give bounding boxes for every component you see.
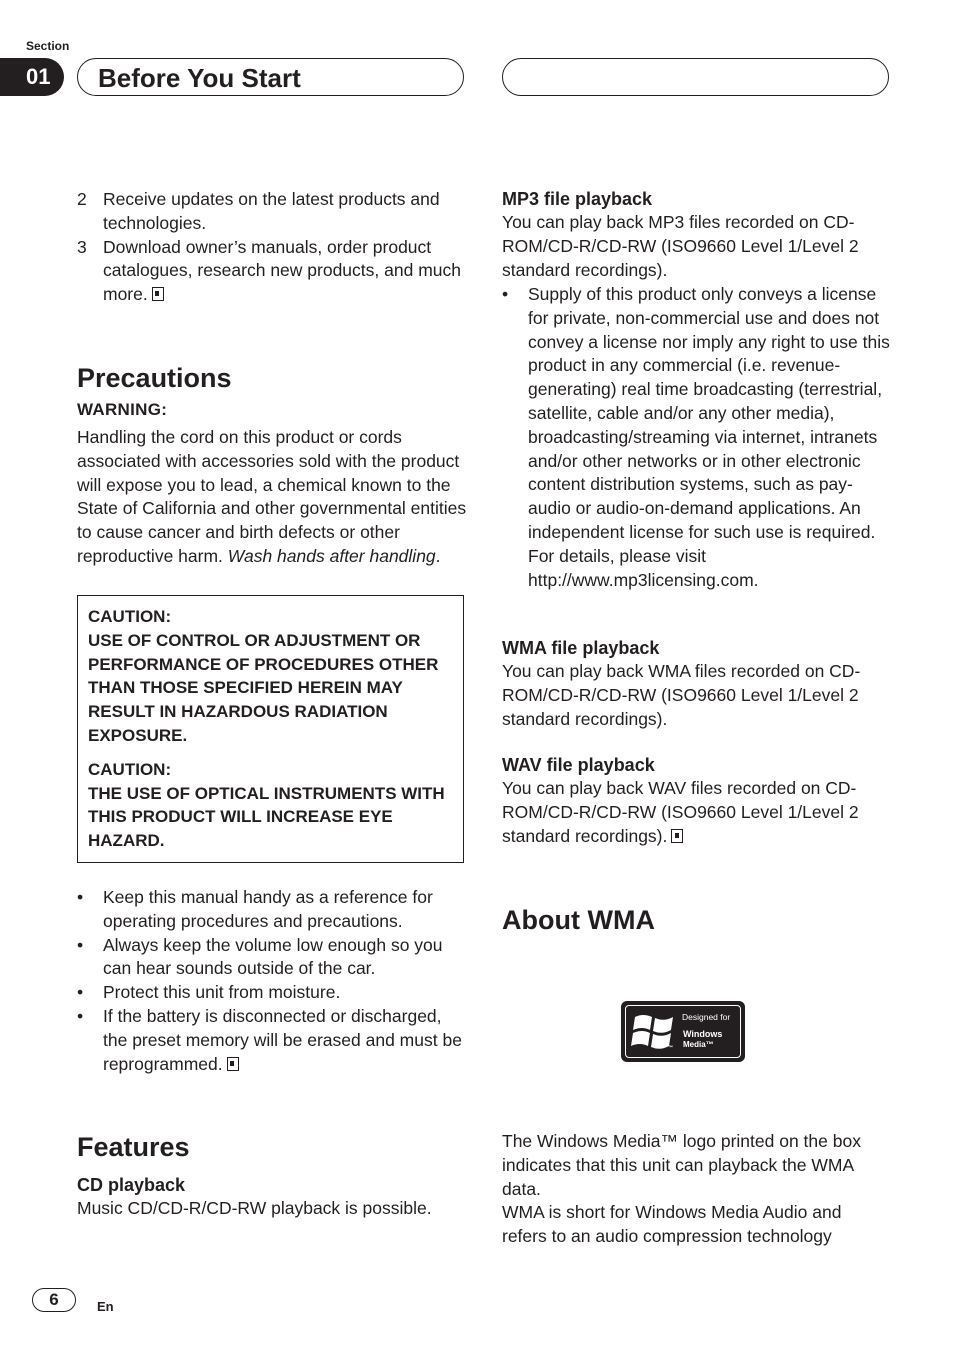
bullet-icon: • — [502, 284, 509, 304]
cd-playback-title: CD playback — [77, 1175, 186, 1195]
bullet-icon: • — [77, 1005, 84, 1026]
list-text: If the battery is disconnected or discharged, the preset memory will be erased and must be reprogrammed. — [103, 1005, 462, 1074]
chapter-title-frame — [77, 58, 464, 96]
wma-playback-text: You can play back WMA files recorded on CD-ROM/CD-R/CD-RW (ISO9660 Level 1/Level 2 standard recordings). — [502, 661, 861, 729]
end-of-section-icon — [152, 287, 164, 301]
mp3-license-note — [502, 283, 894, 592]
list-text: Keep this manual handy as a reference for operating procedures and precautions. — [103, 887, 433, 931]
logo-tm: ™ — [668, 1045, 673, 1051]
list-number: 2 — [77, 189, 87, 209]
list-item — [77, 188, 467, 236]
page-number: 6 — [32, 1288, 76, 1312]
list-number: 3 — [77, 236, 87, 257]
list-text: Download owner’s manuals, order product catalogues, research new products, and much more. — [103, 236, 461, 305]
warning-text: Handling the cord on this product or cords associated with accessories sold with the product will expose you to lead, a chemical known to the State of California and other governmental entities to cause cancer and birth defects or other reproductive harm. — [77, 427, 467, 566]
language-code: En — [97, 1299, 114, 1314]
logo-line3: Media™ — [683, 1040, 714, 1049]
about-wma-paragraph-1: The Windows Media™ logo printed on the box indicates that this unit can playback the WMA data. — [502, 1131, 861, 1199]
mp3-playback-text: You can play back MP3 files recorded on CD-ROM/CD-R/CD-RW (ISO9660 Level 1/Level 2 standard recordings). — [502, 212, 859, 280]
wma-playback-title: WMA file playback — [502, 638, 660, 658]
caution-box — [77, 595, 464, 863]
list-item — [77, 236, 467, 307]
warning-paragraph — [77, 426, 469, 569]
about-wma-heading: About WMA — [502, 905, 655, 935]
caution-text: THE USE OF OPTICAL INSTRUMENTS WITH THIS PRODUCT WILL INCREASE EYE HAZARD. — [88, 783, 445, 851]
header-empty-frame — [502, 58, 889, 96]
cd-playback-text: Music CD/CD-R/CD-RW playback is possible. — [77, 1198, 432, 1218]
list-item — [502, 283, 894, 592]
precautions-bullet-list — [77, 886, 467, 1076]
about-wma-paragraph-2: WMA is short for Windows Media Audio and refers to an audio compression technology — [502, 1202, 842, 1246]
warning-end: . — [435, 545, 441, 566]
intro-numbered-list — [77, 188, 467, 307]
list-text: Protect this unit from moisture. — [103, 982, 341, 1003]
logo-line1: Designed for — [682, 1012, 731, 1022]
end-of-section-icon — [227, 1057, 239, 1071]
list-text: Supply of this product only conveys a license for private, non-commercial use and does not convey a license nor imply any right to use this product in any commercial (i.e. revenue-generating) real time broadcasting (terrestrial, satellite, cable and/or any other media), broadcasting/streaming via internet, intranets and/or other networks or in other electronic content distribution systems, such as pay-audio or audio-on-demand applications. An independent license for such use is required. For details, please visit http://www.mp3licensing.com. — [528, 284, 890, 590]
wav-playback-paragraph — [502, 777, 882, 848]
warning-label: WARNING: — [77, 400, 168, 419]
wav-playback-text: You can play back WAV files recorded on CD-ROM/CD-R/CD-RW (ISO9660 Level 1/Level 2 standard recordings). — [502, 778, 859, 846]
caution-label: CAUTION: — [88, 607, 172, 626]
bullet-icon: • — [77, 934, 84, 955]
caution-label: CAUTION: — [88, 759, 172, 779]
windows-media-logo — [621, 1001, 745, 1062]
caution-text: USE OF CONTROL OR ADJUSTMENT OR PERFORMANCE OF PROCEDURES OTHER THAN THOSE SPECIFIED HEREIN MAY RESULT IN HAZARDOUS RADIATION EXPOSURE. — [88, 630, 439, 745]
logo-line2: Windows — [683, 1029, 723, 1039]
list-item — [77, 981, 467, 1005]
wav-playback-title: WAV file playback — [502, 755, 655, 775]
mp3-playback-title: MP3 file playback — [502, 189, 653, 209]
list-item — [77, 934, 467, 982]
bullet-icon: • — [77, 982, 84, 1003]
list-item — [77, 1005, 467, 1076]
features-heading: Features — [77, 1132, 190, 1162]
list-text: Receive updates on the latest products and technologies. — [103, 189, 440, 233]
section-label: Section — [26, 39, 70, 53]
bullet-icon: • — [77, 887, 84, 907]
section-number: 01 — [0, 58, 64, 96]
precautions-heading: Precautions — [77, 363, 232, 393]
list-text: Always keep the volume low enough so you can hear sounds outside of the car. — [103, 934, 443, 979]
end-of-section-icon — [671, 829, 683, 843]
warning-emphasis: Wash hands after handling — [227, 545, 436, 566]
chapter-title: Before You Start — [98, 63, 301, 93]
list-item — [77, 886, 467, 934]
